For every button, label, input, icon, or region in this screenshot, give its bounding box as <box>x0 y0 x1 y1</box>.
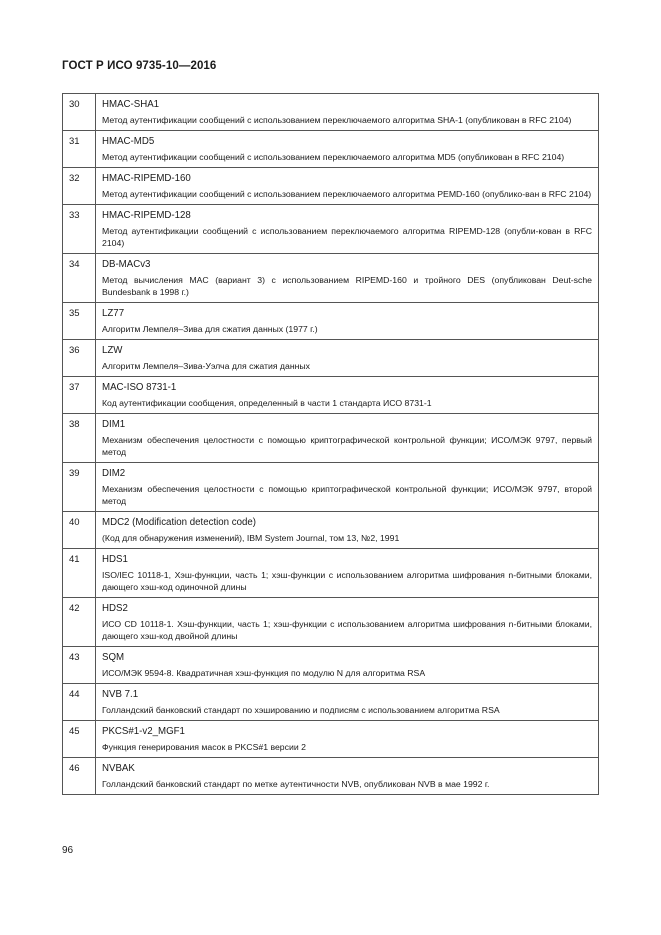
table-row <box>63 254 599 303</box>
table-row <box>63 463 599 512</box>
table-row <box>63 758 599 795</box>
row-content <box>96 684 599 721</box>
table-row <box>63 168 599 205</box>
algorithm-description: Метод аутентификации сообщений с использованием переключаемого алгоритма PEMD-160 (опублико-ван в RFC 2104) <box>102 189 592 199</box>
row-number: 36 <box>63 340 96 377</box>
algorithm-description: Функция генерирования масок в PKCS#1 версии 2 <box>102 742 306 752</box>
row-number: 30 <box>63 94 96 131</box>
algorithm-description: Алгоритм Лемпеля–Зива-Уэлча для сжатия данных <box>102 361 311 371</box>
table-row <box>63 598 599 647</box>
row-number: 31 <box>63 131 96 168</box>
algorithm-description: Алгоритм Лемпеля–Зива для сжатия данных (1977 г.) <box>102 324 318 334</box>
row-number: 44 <box>63 684 96 721</box>
row-content <box>96 168 599 205</box>
algorithm-name: HDS2 <box>102 603 128 614</box>
algorithm-description: Голландский банковский стандарт по хэшированию и подписям с использованием алгоритма RSA <box>102 705 500 715</box>
row-content <box>96 758 599 795</box>
row-content <box>96 549 599 598</box>
row-number: 46 <box>63 758 96 795</box>
algorithm-name: HMAC-RIPEMD-128 <box>102 210 191 221</box>
table-row <box>63 684 599 721</box>
row-number: 32 <box>63 168 96 205</box>
algorithm-name: MAC-ISO 8731-1 <box>102 382 177 393</box>
algorithm-name: LZW <box>102 345 123 356</box>
row-number: 39 <box>63 463 96 512</box>
row-content <box>96 512 599 549</box>
row-content <box>96 414 599 463</box>
algorithm-description: Метод аутентификации сообщений с использованием переключаемого алгоритма MD5 (опубликован в RFC 2104) <box>102 152 565 162</box>
table-row <box>63 94 599 131</box>
table-row <box>63 721 599 758</box>
row-content <box>96 377 599 414</box>
algorithm-name: HMAC-SHA1 <box>102 99 160 110</box>
table-row <box>63 512 599 549</box>
row-content <box>96 463 599 512</box>
row-number: 45 <box>63 721 96 758</box>
row-content <box>96 340 599 377</box>
row-number: 38 <box>63 414 96 463</box>
document-header: ГОСТ Р ИСО 9735-10—2016 <box>62 60 217 72</box>
table-row <box>63 377 599 414</box>
algorithm-name: LZ77 <box>102 308 125 319</box>
row-content <box>96 94 599 131</box>
table-row <box>63 340 599 377</box>
algorithm-name: NVB 7.1 <box>102 689 139 700</box>
row-content <box>96 303 599 340</box>
row-number: 37 <box>63 377 96 414</box>
algorithm-description: Голландский банковский стандарт по метке аутентичности NVB, опубликован NVB в мае 1992 г. <box>102 779 490 789</box>
row-number: 40 <box>63 512 96 549</box>
page-number: 96 <box>62 845 74 856</box>
algorithm-name: NVBAK <box>102 763 135 774</box>
algorithm-name: HMAC-RIPEMD-160 <box>102 173 191 184</box>
row-number: 42 <box>63 598 96 647</box>
algorithm-name: DB-MACv3 <box>102 259 151 270</box>
row-number: 41 <box>63 549 96 598</box>
algorithm-description: ISO/IEC 10118-1, Хэш-функции, часть 1; хэш-функции с использованием алгоритма шифрования n-битными блоками, дающего хэш-код одиночной длины <box>102 570 592 592</box>
algorithm-name: MDC2 (Modification detection code) <box>102 517 256 528</box>
algorithm-table <box>62 93 599 795</box>
row-content <box>96 721 599 758</box>
algorithm-description: ИСО CD 10118-1. Хэш-функции, часть 1; хэш-функции с использованием алгоритма шифрования n-битными блоками, дающего хэш-код двойной длины <box>102 619 592 641</box>
row-content <box>96 598 599 647</box>
row-number: 33 <box>63 205 96 254</box>
algorithm-name: PKCS#1-v2_MGF1 <box>102 726 185 737</box>
table-row <box>63 647 599 684</box>
row-content <box>96 647 599 684</box>
table-row <box>63 131 599 168</box>
algorithm-description: Механизм обеспечения целостности с помощью криптографической контрольной функции; ИСО/МЭК 9797, второй метод <box>102 484 592 506</box>
row-number: 34 <box>63 254 96 303</box>
algorithm-name: DIM2 <box>102 468 126 479</box>
algorithm-name: HDS1 <box>102 554 128 565</box>
algorithm-name: HMAC-MD5 <box>102 136 155 147</box>
algorithm-description: (Код для обнаружения изменений), IBM System Journal, том 13, №2, 1991 <box>102 533 400 543</box>
table-row <box>63 303 599 340</box>
row-content <box>96 131 599 168</box>
algorithm-description: Механизм обеспечения целостности с помощью криптографической контрольной функции; ИСО/МЭК 9797, первый метод <box>102 435 592 457</box>
algorithm-name: SQM <box>102 652 125 663</box>
table-row <box>63 205 599 254</box>
algorithm-description: Метод аутентификации сообщений с использованием переключаемого алгоритма SHA-1 (опубликован в RFC 2104) <box>102 115 572 125</box>
table-row <box>63 414 599 463</box>
algorithm-description: Код аутентификации сообщения, определенный в части 1 стандарта ИСО 8731-1 <box>102 398 432 408</box>
table-row <box>63 549 599 598</box>
algorithm-description: ИСО/МЭК 9594-8. Квадратичная хэш-функция по модулю N для алгоритма RSA <box>102 668 426 678</box>
row-number: 43 <box>63 647 96 684</box>
algorithm-description: Метод аутентификации сообщений с использованием переключаемого алгоритма RIPEMD-128 (опубли-кован в RFC 2104) <box>102 226 592 248</box>
row-number: 35 <box>63 303 96 340</box>
row-content <box>96 254 599 303</box>
algorithm-description: Метод вычисления MAC (вариант 3) с использованием RIPEMD-160 и тройного DES (опубликован Deut-sche Bundesbank в 1998 г.) <box>102 275 592 297</box>
row-content <box>96 205 599 254</box>
algorithm-name: DIM1 <box>102 419 126 430</box>
